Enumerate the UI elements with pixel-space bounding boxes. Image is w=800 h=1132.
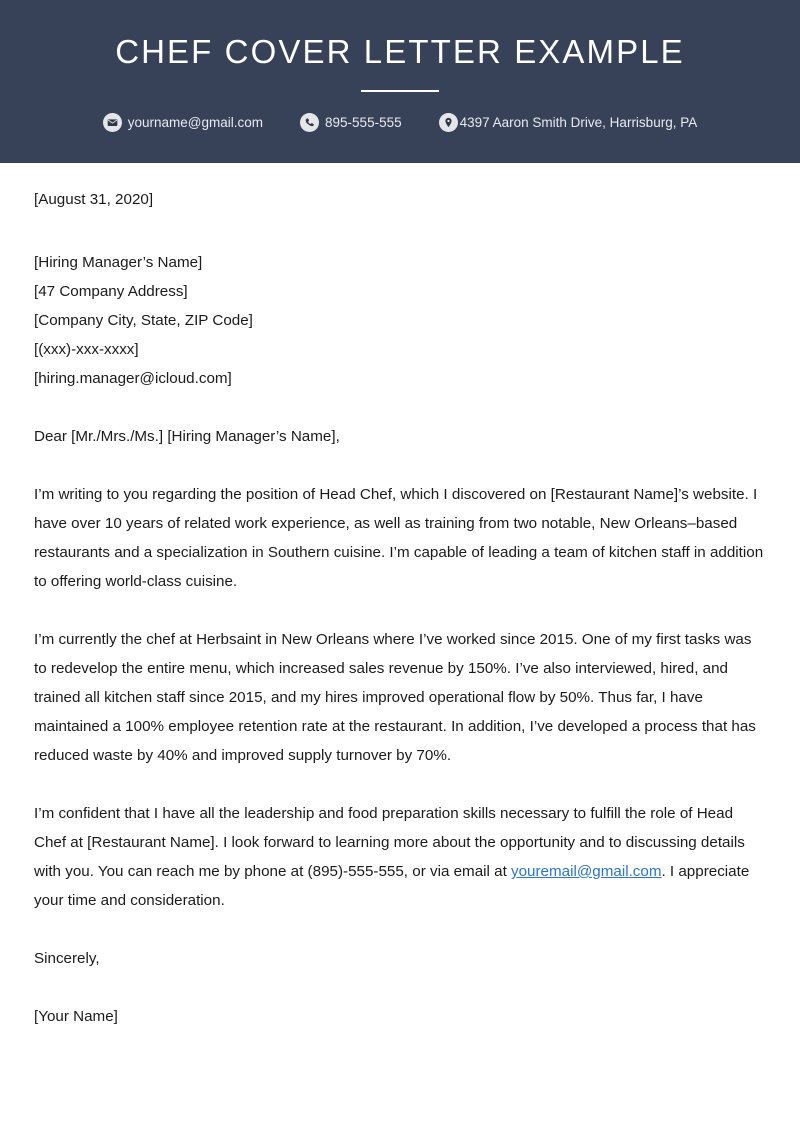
spacer-after-date xyxy=(34,214,766,248)
spacer-after-closing xyxy=(34,973,766,1002)
recipient-line: [(xxx)-xxx-xxxx] xyxy=(34,341,139,358)
paragraph-3-text-before-link: I’m confident that I have all the leadership and food preparation skills necessary to fulfill the role of Head Chef at [Restaurant Name]. I look forward to learning more about the opportunity and to discussing details with you. You can reach me by phone at (895)-555-555, or via email at xyxy=(34,805,745,880)
contact-address-value: 4397 Aaron Smith Drive, Harrisburg, PA xyxy=(459,115,698,131)
salutation: Dear [Mr./Mrs./Ms.] [Hiring Manager’s Name], xyxy=(34,428,340,445)
paragraph-1: I’m writing to you regarding the position of Head Chef, which I discovered on [Restaurant Name]’s website. I have over 10 years of related work experience, as well as training from two notable, New Orleans–based restaurants and a specialization in Southern cuisine. I’m capable of leading a team of kitchen staff in addition to offering world-class cuisine. xyxy=(34,486,764,590)
spacer-after-paragraph-3 xyxy=(34,915,766,944)
contact-email[interactable] xyxy=(103,113,263,132)
spacer-after-paragraph-1 xyxy=(34,596,766,625)
letter-body xyxy=(0,163,800,1031)
paragraph-3-text-after-link: . I appreciate your time and consideration. xyxy=(34,863,750,909)
closing: Sincerely, xyxy=(34,950,100,967)
paragraph-2: I’m currently the chef at Herbsaint in New Orleans where I’ve worked since 2015. One of my first tasks was to redevelop the entire menu, which increased sales revenue by 150%. I’ve also interviewed, hired, and trained all kitchen staff since 2015, and my hires improved operational flow by 50%. Thus far, I have maintained a 100% employee retention rate at the restaurant. In addition, I’ve developed a process that has reduced waste by 40% and improved supply turnover by 70%. xyxy=(34,631,756,764)
spacer-after-salutation xyxy=(34,451,766,480)
letter-date: [August 31, 2020] xyxy=(34,191,154,208)
paragraph-3 xyxy=(34,799,766,915)
contact-address[interactable] xyxy=(439,113,698,132)
contact-phone-value: 895-555-555 xyxy=(325,115,402,131)
letter-header xyxy=(0,0,800,163)
page-title: CHEF COVER LETTER EXAMPLE xyxy=(115,33,685,70)
location-pin-icon xyxy=(439,113,458,132)
spacer-after-paragraph-2 xyxy=(34,770,766,799)
signature: [Your Name] xyxy=(34,1008,118,1025)
title-divider xyxy=(361,90,439,92)
envelope-icon xyxy=(103,113,122,132)
contact-phone[interactable] xyxy=(300,113,402,132)
recipient-block xyxy=(34,248,766,393)
contact-email-value: yourname@gmail.com xyxy=(127,115,264,131)
email-link[interactable]: youremail@gmail.com xyxy=(511,863,662,880)
spacer-after-recipient xyxy=(34,393,766,422)
recipient-line: [47 Company Address] xyxy=(34,283,188,300)
recipient-line: [Company City, State, ZIP Code] xyxy=(34,312,253,329)
recipient-line: [hiring.manager@icloud.com] xyxy=(34,370,232,387)
recipient-line: [Hiring Manager’s Name] xyxy=(34,254,203,271)
phone-icon xyxy=(300,113,319,132)
contact-bar xyxy=(0,113,800,132)
